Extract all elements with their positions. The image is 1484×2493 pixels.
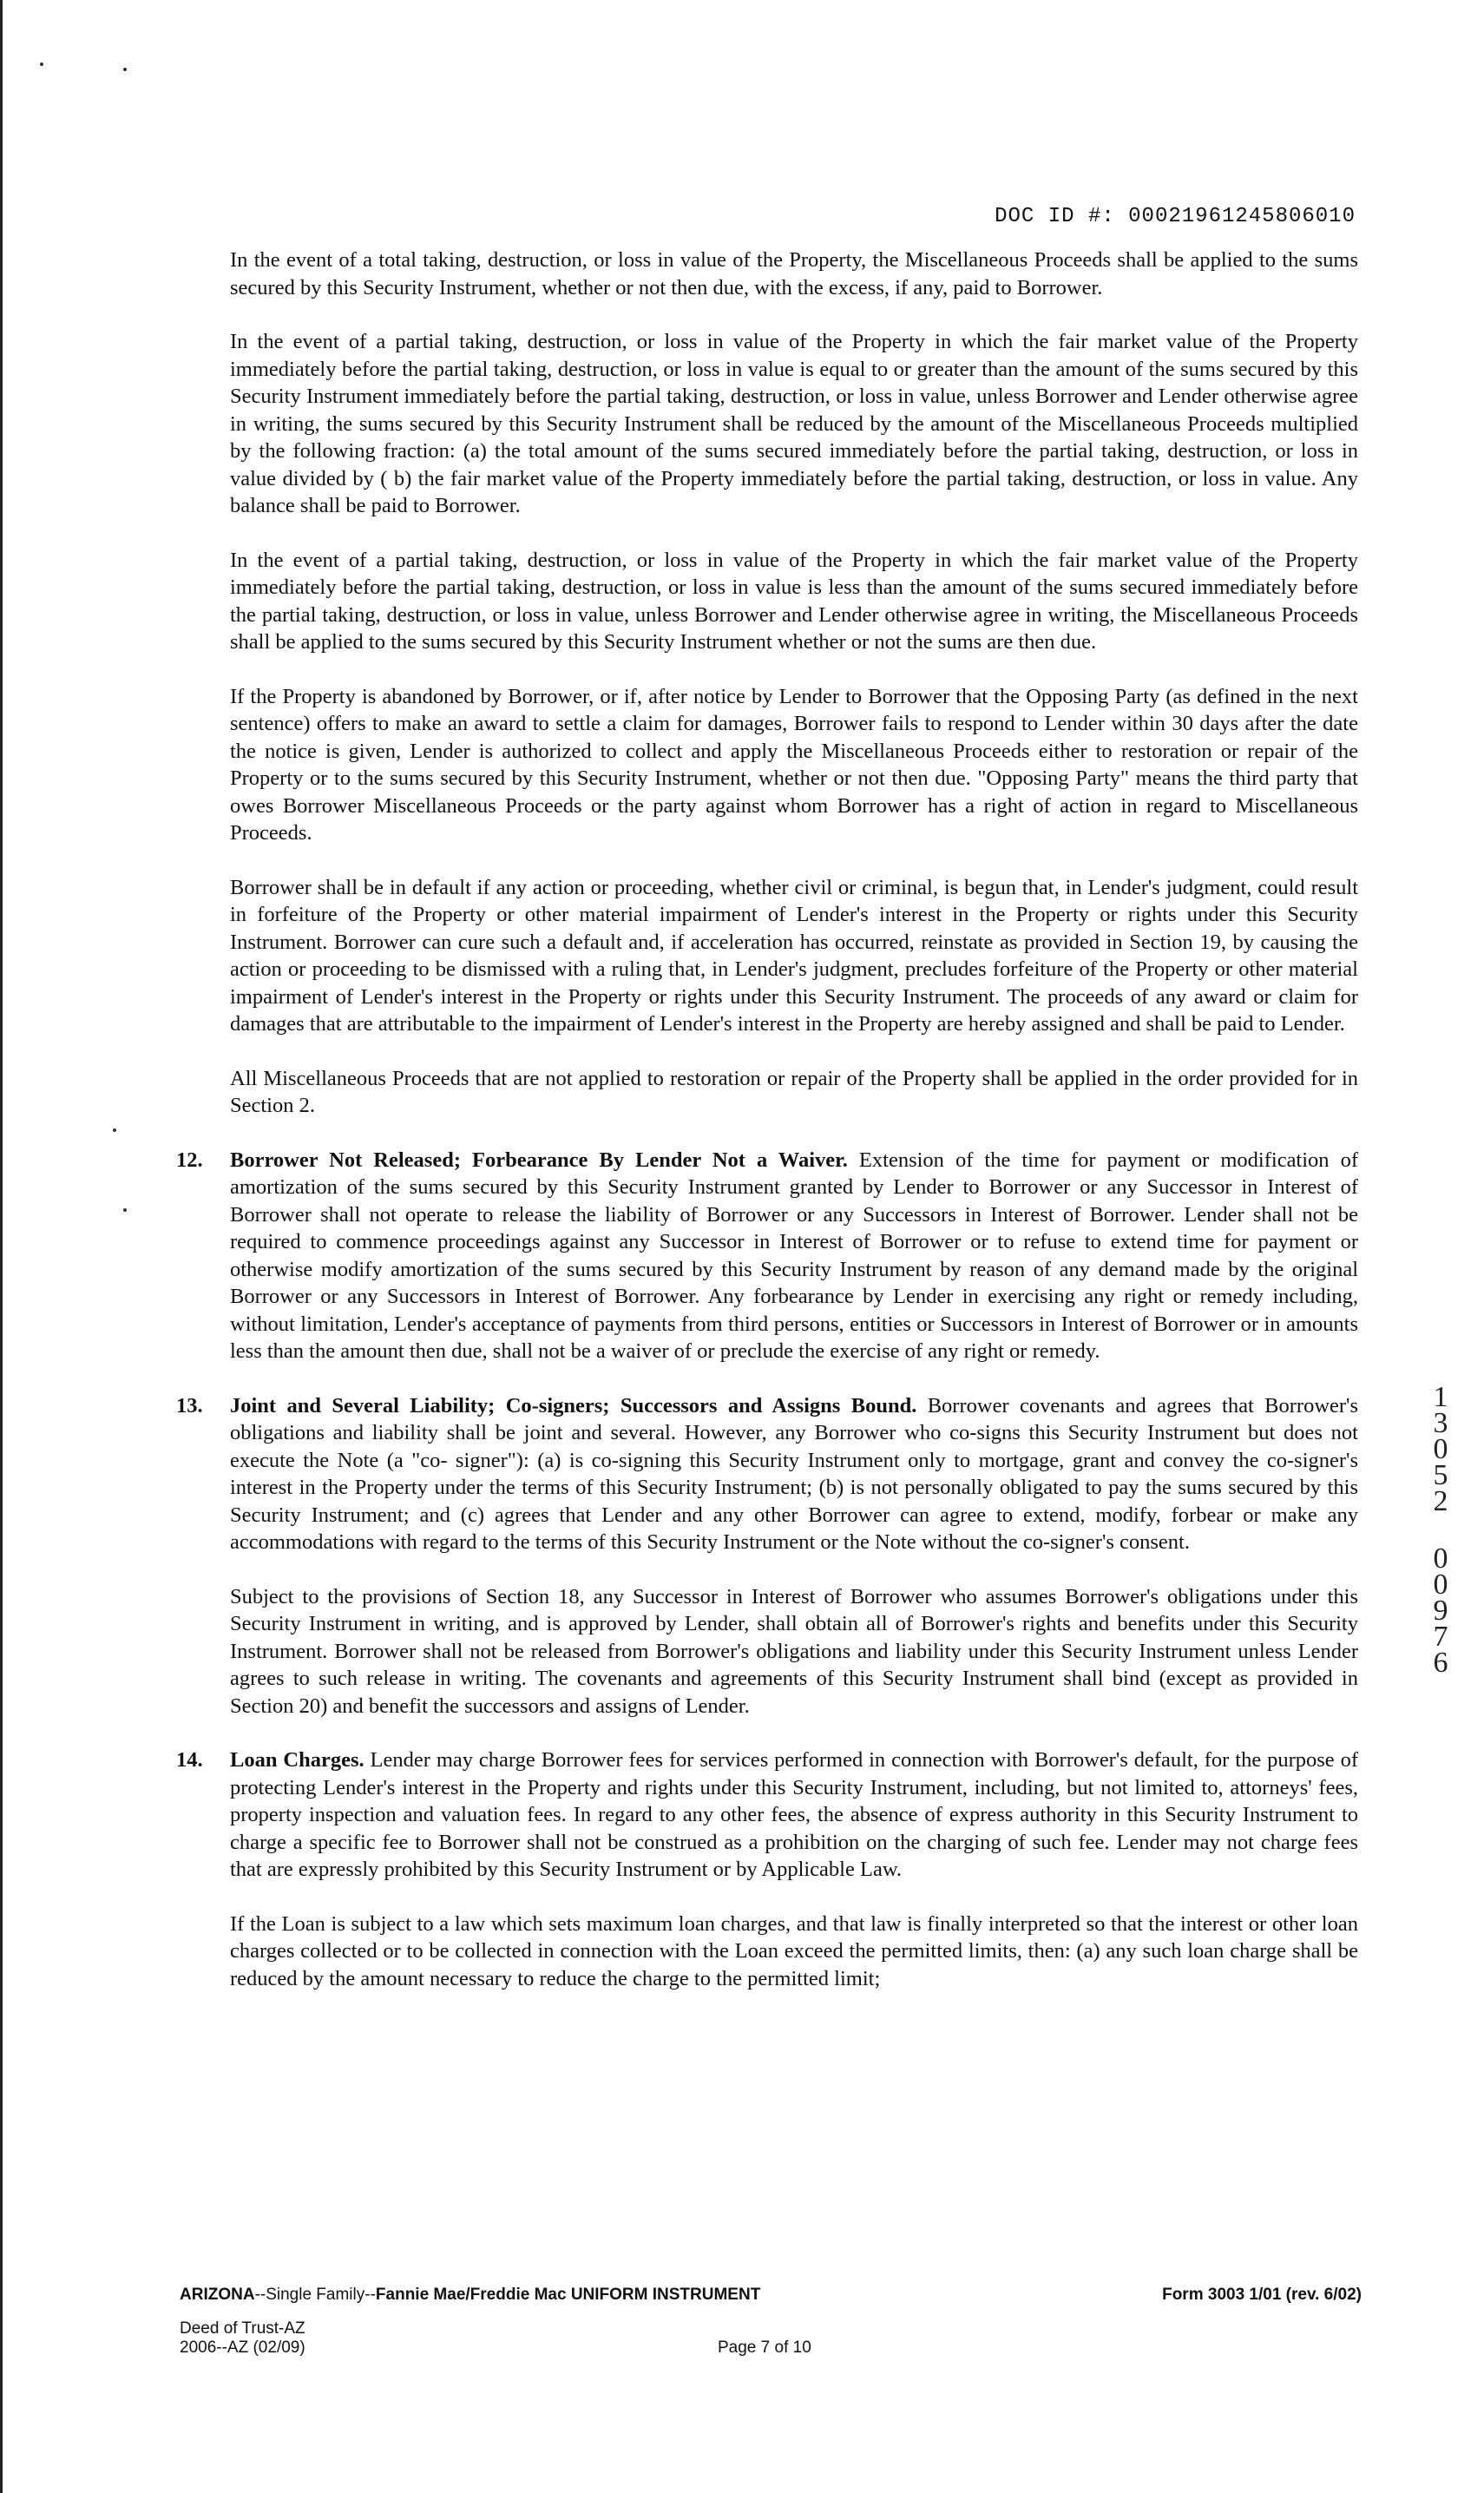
section-number: 13.	[176, 1393, 203, 1418]
section-14	[176, 1746, 1359, 1884]
paragraph: Borrower shall be in default if any action or proceeding, whether civil or criminal, is begun that, in Lender's judgment, could result in forfeiture of the Property or other material impairment of Lender's interest in the Property or rights under this Security Instrument. Borrower can cure such a default and, if acceleration has occurred, reinstate as provided in Section 19, by causing the action or proceeding to be dismissed with a ruling that, in Lender's judgment, precludes forfeiture of the Property or other material impairment of Lender's interest in the Property or rights under this Security Instrument. The proceeds of any award or claim for damages that are attributable to the impairment of Lender's interest in the Property are hereby assigned and shall be paid to Lender.	[230, 875, 1358, 1036]
section-text: Lender may charge Borrower fees for services performed in connection with Borrower's default, for the purpose of protecting Lender's interest in the Property and rights under this Security Instrument, including, but not limited to, attorneys' fees, property inspection and valuation fees. In regard to any other fees, the absence of express authority in this Security Instrument to charge a specific fee to Borrower shall not be construed as a prohibition on the charging of such fee. Lender may not charge fees that are expressly prohibited by this Security Instrument or by Applicable Law.	[230, 1748, 1359, 1881]
footer-form: Form 3003 1/01 (rev. 6/02)	[1162, 2286, 1362, 2304]
paragraph: If the Property is abandoned by Borrower, or if, after notice by Lender to Borrower that the Opposing Party (as defined in the next sentence) offers to make an award to settle a claim for damages, Borrower fails to respond to Lender within 30 days after the date the notice is given, Lender is authorized to collect and apply the Miscellaneous Proceeds either to restoration or repair of the Property or to the sums secured by this Security Instrument, whether or not then due. "Opposing Party" means the third party that owes Borrower Miscellaneous Proceeds or the party against whom Borrower has a right of action in regard to Miscellaneous Proceeds.	[230, 684, 1358, 845]
footer-doc-type: Deed of Trust-AZ	[180, 2319, 305, 2338]
stamp-digit: 0	[1433, 1569, 1448, 1601]
footer-state: ARIZONA	[180, 2286, 255, 2304]
scan-speck	[40, 62, 43, 66]
stamp-digit: 1	[1433, 1381, 1448, 1413]
section-13-followup: Subject to the provisions of Section 18, any Successor in Interest of Borrower who assumes Borrower's obligations under this Security Instrument in writing, and is approved by Lender, shall obtain all of Borrower's rights and benefits under this Security Instrument. Borrower shall not be released from Borrower's obligations and liability under this Security Instrument unless Lender agrees to such release in writing. The covenants and agreements of this Security Instrument shall bind (except as provided in Section 20) and benefit the successors and assigns of Lender.	[230, 1584, 1358, 1718]
footer-agency: Fannie Mae/Freddie Mac UNIFORM INSTRUMENT	[375, 2286, 761, 2304]
section-heading: Loan Charges.	[230, 1748, 364, 1772]
stamp-digit: 5	[1433, 1459, 1448, 1491]
section-heading: Borrower Not Released; Forbearance By Lender Not a Waiver.	[230, 1148, 848, 1172]
scan-speck	[113, 1128, 116, 1132]
scan-speck	[123, 68, 127, 71]
footer-instrument-line	[180, 2286, 1362, 2305]
document-body	[176, 247, 1359, 2019]
section-text: Borrower covenants and agrees that Borrower's obligations and liability shall be joint and several. However, any Borrower who co-signs this Security Instrument but does not execute the Note (a "co- signer"): (a) is co-signing this Security Instrument only to mortgage, grant and convey the co-signer's interest in the Property under the terms of this Security Instrument; (b) is not personally obligated to pay the sums secured by this Security Instrument; and (c) agrees that Lender and any other Borrower can agree to extend, modify, forbear or make any accommodations with regard to the terms of this Security Instrument or the Note without the co-signer's consent.	[230, 1393, 1358, 1554]
paragraph: All Miscellaneous Proceeds that are not applied to restoration or repair of the Property shall be applied in the order provided for in Section 2.	[230, 1066, 1358, 1117]
stamp-digit: 2	[1433, 1485, 1448, 1517]
scan-speck	[123, 1208, 127, 1212]
paragraph: In the event of a partial taking, destruction, or loss in value of the Property in which the fair market value of the Property immediately before the partial taking, destruction, or loss in value is less than the amount of the sums secured immediately before the partial taking, destruction, or loss in value, unless Borrower and Lender otherwise agree in writing, the Miscellaneous Proceeds shall be applied to the sums secured by this Security Instrument whether or not the sums are then due.	[230, 548, 1358, 654]
paragraph: In the event of a partial taking, destruction, or loss in value of the Property in which the fair market value of the Property immediately before the partial taking, destruction, or loss in value is equal to or greater than the amount of the sums secured by this Security Instrument immediately before the partial taking, destruction, or loss in value, unless Borrower and Lender otherwise agree in writing, the sums secured by this Security Instrument shall be reduced by the amount of the Miscellaneous Proceeds multiplied by the following fraction: (a) the total amount of the sums secured immediately before the partial taking, destruction, or loss in value divided by ( b) the fair market value of the Property immediately before the partial taking, destruction, or loss in value. Any balance shall be paid to Borrower.	[230, 330, 1358, 517]
footer-meta	[180, 2319, 1362, 2358]
section-number: 14.	[176, 1748, 203, 1772]
paragraph: In the event of a total taking, destruction, or loss in value of the Property, the Miscellaneous Proceeds shall be applied to the sums secured by this Security Instrument, whether or not then due, with the excess, if any, paid to Borrower.	[230, 248, 1358, 299]
stamp-digit: 6	[1433, 1647, 1448, 1679]
footer-doc-code: 2006--AZ (02/09)	[180, 2338, 305, 2357]
stamp-digit: 3	[1433, 1407, 1448, 1439]
footer-title	[180, 2286, 760, 2305]
recording-stamp	[1423, 1381, 1458, 1679]
section-14-followup: If the Loan is subject to a law which sets maximum loan charges, and that law is finally interpreted so that the interest or other loan charges collected or to be collected in connection with the Loan exceed the permitted limits, then: (a) any such loan charge shall be reduced by the amount necessary to reduce the charge to the permitted limit;	[230, 1911, 1358, 1990]
section-number: 12.	[176, 1148, 203, 1172]
section-13	[176, 1392, 1358, 1556]
stamp-digit: 0	[1433, 1433, 1448, 1465]
stamp-digit: 7	[1433, 1621, 1448, 1653]
section-heading: Joint and Several Liability; Co-signers; Successors and Assigns Bound.	[230, 1393, 917, 1418]
doc-id: DOC ID #: 00021961245806010	[995, 205, 1356, 228]
stamp-digit: 9	[1433, 1595, 1448, 1627]
footer-sep: --Single Family--	[254, 2286, 376, 2304]
page-number: Page 7 of 10	[718, 2338, 811, 2357]
section-12	[176, 1147, 1358, 1365]
stamp-gap	[1423, 1515, 1458, 1546]
scan-edge-line	[0, 0, 3, 2493]
section-text: Extension of the time for payment or modification of amortization of the sums secured by this Security Instrument granted by Lender to Borrower or any Successor in Interest of Borrower shall not operate to release the liability of Borrower or any Successors in Interest of Borrower. Lender shall not be required to commence proceedings against any Successor in Interest of Borrower or to refuse to extend time for payment or otherwise modify amortization of the sums secured by this Security Instrument by reason of any demand made by the original Borrower or any Successors in Interest of Borrower. Any forbearance by Lender in exercising any right or remedy including, without limitation, Lender's acceptance of payments from third persons, entities or Successors in Interest of Borrower or in amounts less than the amount then due, shall not be a waiver of or preclude the exercise of any right or remedy.	[230, 1148, 1358, 1363]
stamp-digit: 0	[1433, 1543, 1448, 1575]
